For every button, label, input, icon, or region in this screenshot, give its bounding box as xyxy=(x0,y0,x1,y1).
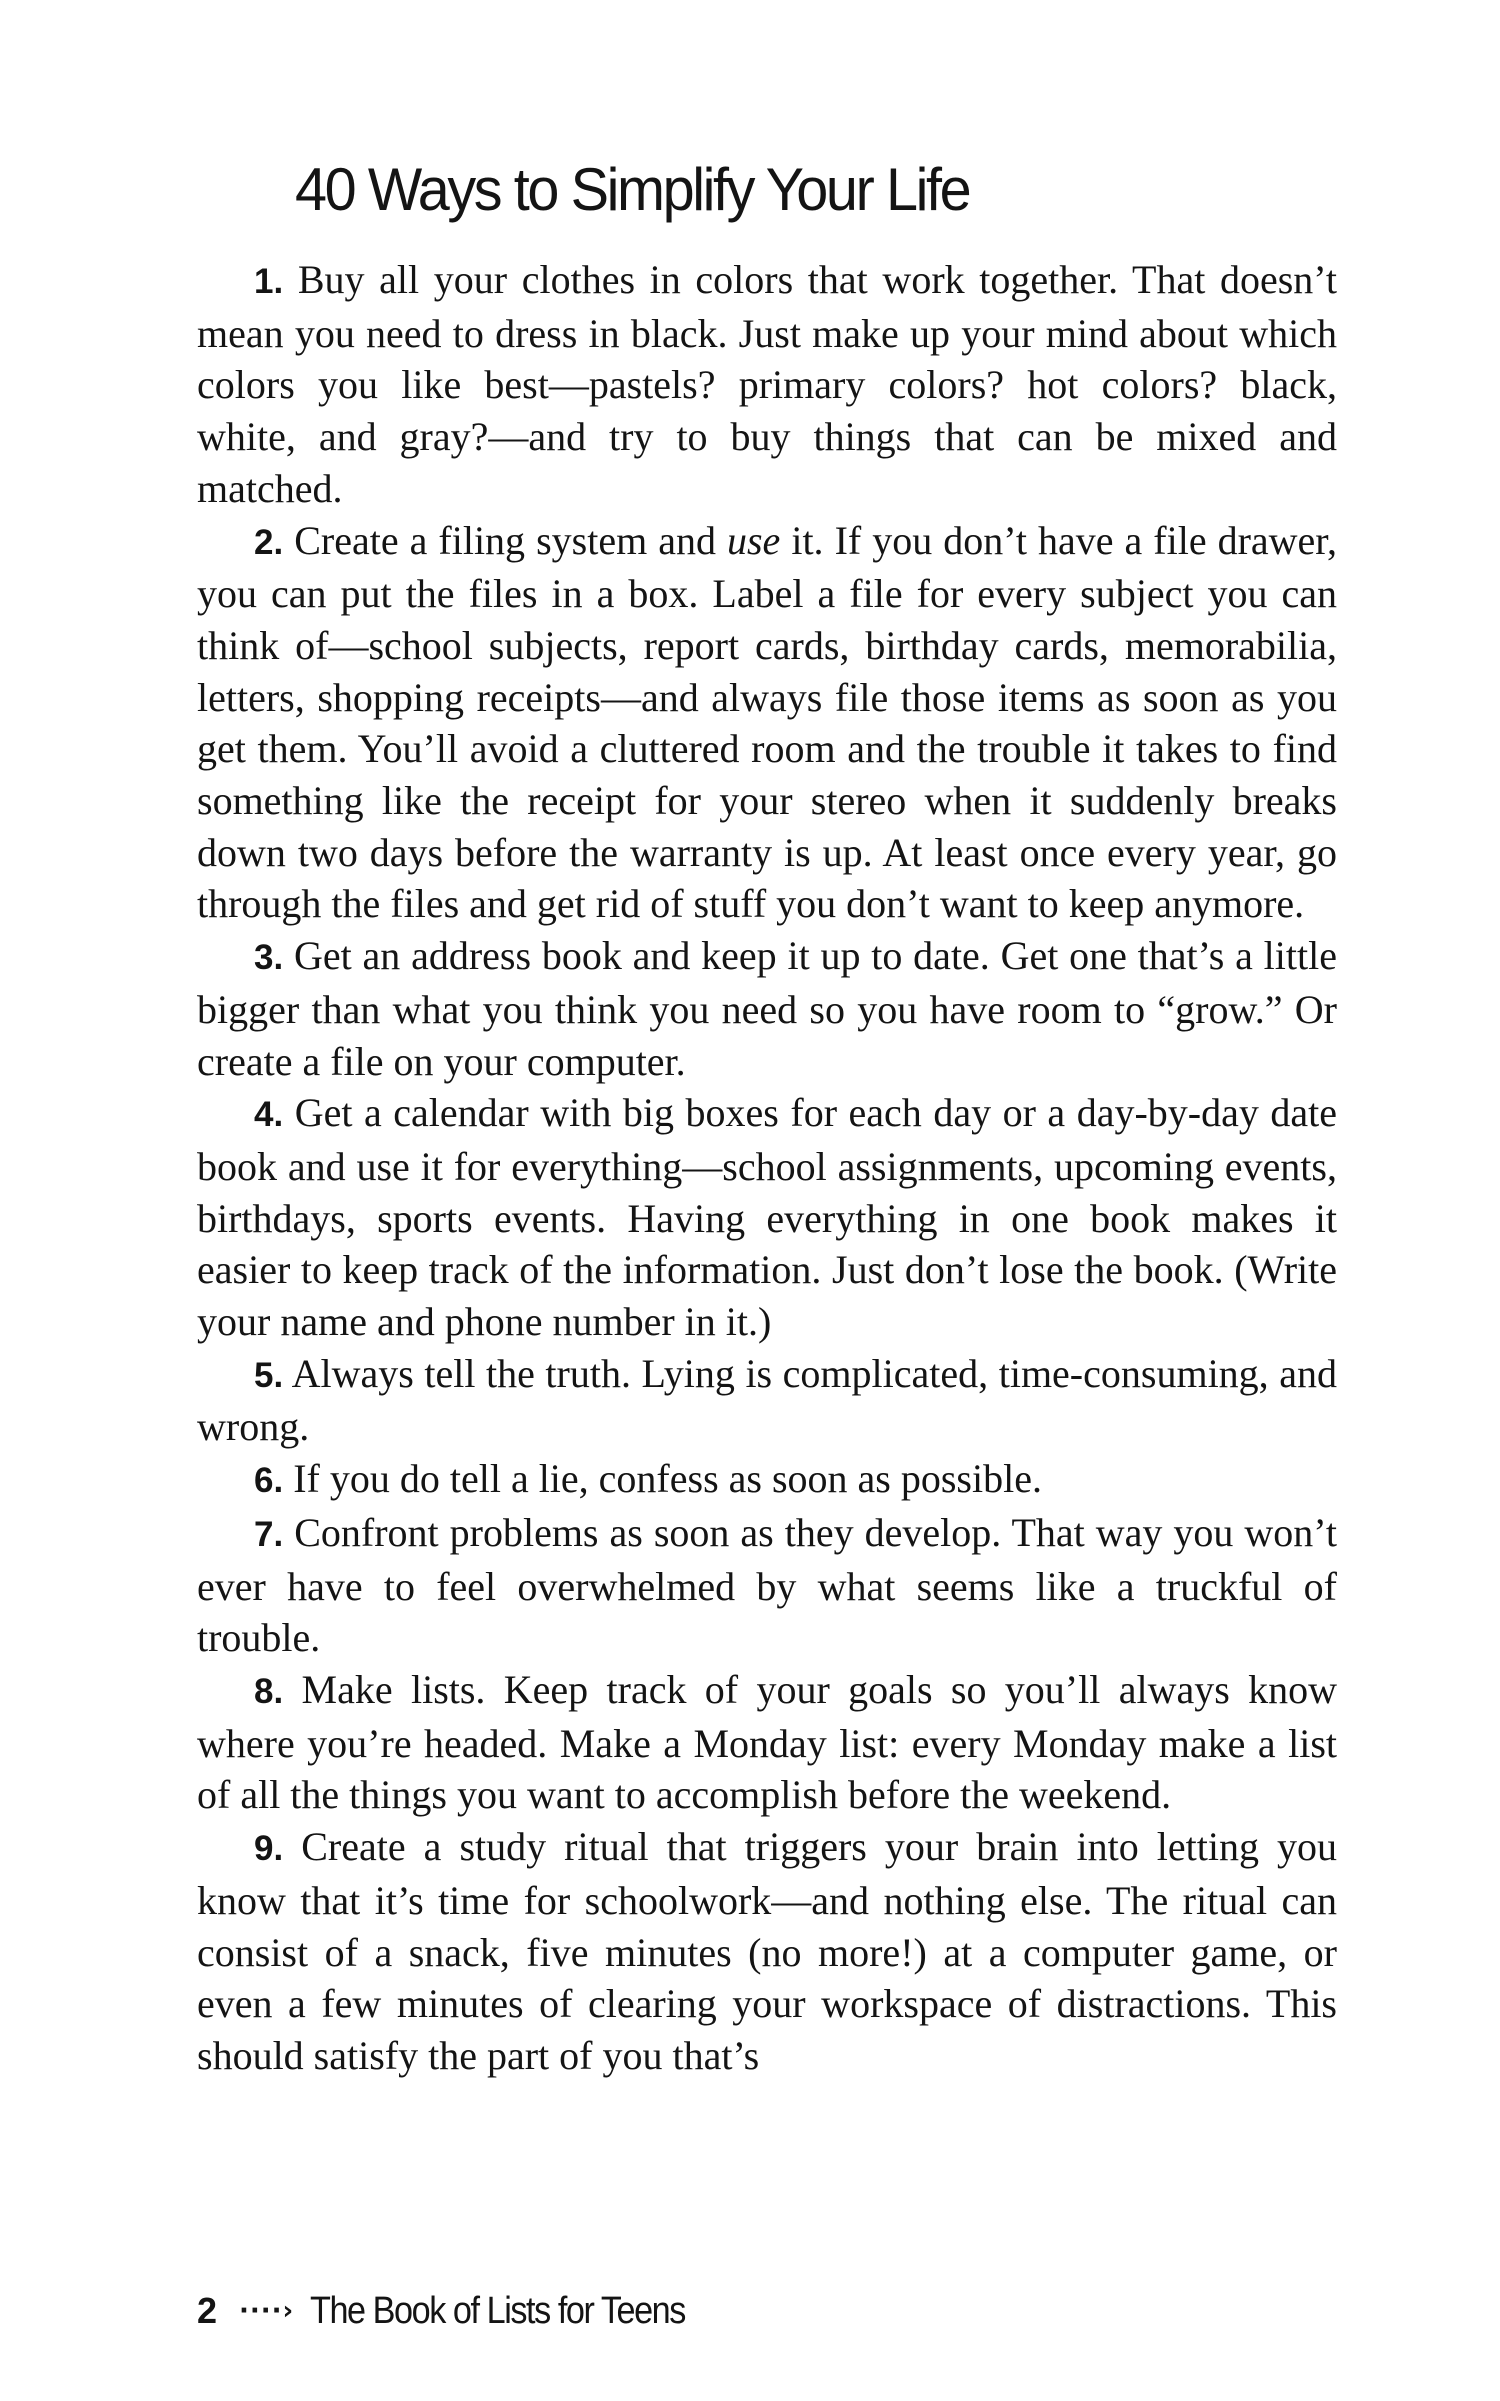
list-item xyxy=(197,930,1337,1087)
footer-arrow-icon: ····› xyxy=(239,2296,295,2326)
list-item xyxy=(197,254,1337,515)
item-number: 5. xyxy=(254,1355,284,1395)
item-number: 2. xyxy=(254,522,284,562)
item-text: Confront problems as soon as they develop. That way you won’t ever have to feel overwhelmed by what seems like a truckful of trouble. xyxy=(197,1509,1338,1661)
item-number: 1. xyxy=(254,262,284,301)
running-footer-title: The Book of Lists for Teens xyxy=(310,2289,686,2332)
item-text: Always tell the truth. Lying is complicated, time-consuming, and wrong. xyxy=(197,1350,1337,1450)
item-text: Create a study ritual that triggers your brain into letting you know that it’s time for schoolwork—and nothing else. The ritual can consist of a snack, five minutes (no more!) at a computer game, or even a few minutes of clearing your workspace of distractions. This should satisfy the part of you that’s xyxy=(197,1824,1337,2078)
numbered-list xyxy=(197,254,1337,2082)
item-text: If you do tell a lie, confess as soon as possible. xyxy=(293,1456,1042,1502)
item-number: 3. xyxy=(254,938,284,978)
item-number: 7. xyxy=(254,1514,284,1554)
item-number: 9. xyxy=(254,1829,284,1869)
item-text: Buy all your clothes in colors that work together. That doesn’t mean you need to dress in black. Just make up your mind about which colors you like best—pastels? primary colors? hot colors? black, white, and gray?—and try to buy things that can be mixed and matched. xyxy=(197,257,1338,511)
item-number: 6. xyxy=(254,1461,284,1501)
list-item xyxy=(197,1087,1337,1348)
item-number: 4. xyxy=(254,1095,284,1135)
item-text: Get an address book and keep it up to date. Get one that’s a little bigger than what you think you need so you have room to “grow.” Or create a file on your computer. xyxy=(197,933,1338,1084)
page-footer xyxy=(197,2283,727,2339)
emphasis-text: use xyxy=(726,517,781,563)
item-text: Create a filing system and xyxy=(294,517,727,563)
list-item xyxy=(197,1664,1337,1821)
list-item xyxy=(197,1348,1337,1453)
list-item xyxy=(197,1453,1337,1507)
item-text: Get a calendar with big boxes for each day or a day-by-day date book and use it for everything—school assignments, upcoming events, birthdays, sports events. Having everything in one book makes it easier to keep track of the information. Just don’t lose the book. (Write your name and phone number in it.) xyxy=(197,1090,1337,1345)
list-item xyxy=(197,515,1337,931)
list-item xyxy=(197,1507,1337,1664)
item-text: Make lists. Keep track of your goals so you’ll always know where you’re headed. Make a Monday list: every Monday make a list of all the things you want to accomplish before the weekend. xyxy=(197,1666,1338,1818)
page-title: 40 Ways to Simplify Your Life xyxy=(295,156,970,223)
item-number: 8. xyxy=(254,1671,284,1711)
list-item xyxy=(197,1821,1337,2082)
page-number: 2 xyxy=(197,2290,218,2331)
item-text: it. If you don’t have a file drawer, you can put the files in a box. Label a file for every subject you can think of—school subjects, report cards, birthday cards, memorabilia, letters, shopping receipts—and always file those items as soon as you get them. You’ll avoid a cluttered room and the trouble it takes to find something like the receipt for your stereo when it suddenly breaks down two days before the warranty is up. At least once every year, go through the files and get rid of stuff you don’t want to keep anymore. xyxy=(197,517,1338,927)
